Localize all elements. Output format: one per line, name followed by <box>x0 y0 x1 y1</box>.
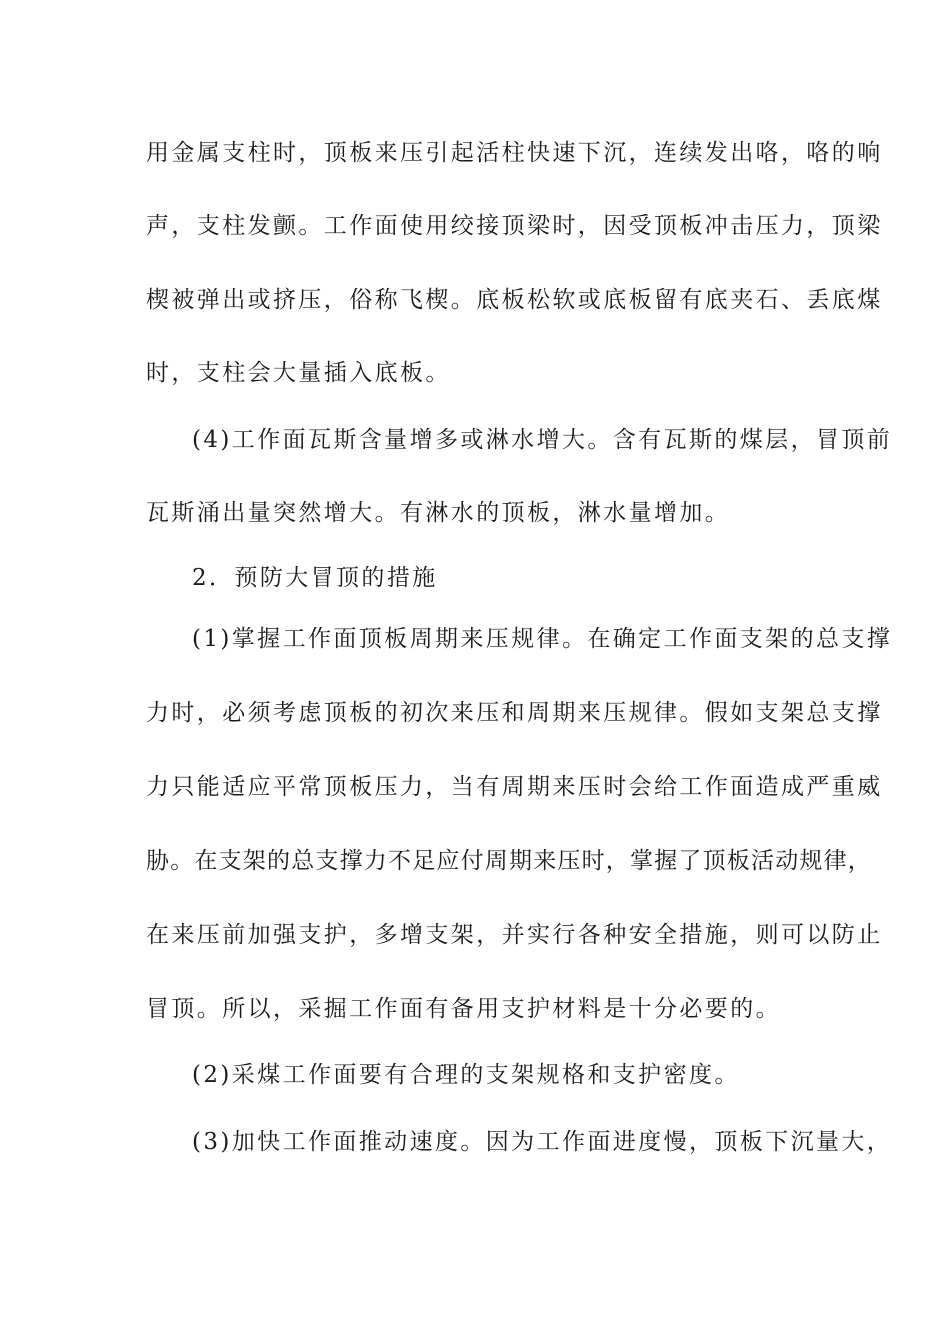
paragraph-line: (2)采煤工作面要有合理的支架规格和支护密度。 <box>192 1062 740 1088</box>
paragraph-line: (4)工作面瓦斯含量增多或淋水增大。含有瓦斯的煤层，冒顶前 <box>192 427 893 453</box>
section-heading: 2．预防大冒顶的措施 <box>192 565 438 591</box>
paragraph-line: (3)加快工作面推动速度。因为工作面进度慢，顶板下沉量大， <box>192 1129 893 1155</box>
paragraph-line: 冒顶。所以，采掘工作面有备用支护材料是十分必要的。 <box>146 996 781 1022</box>
paragraph-line: 楔被弹出或挤压，俗称飞楔。底板松软或底板留有底夹石、丢底煤 <box>146 287 883 313</box>
paragraph-line: 时，支柱会大量插入底板。 <box>146 360 451 386</box>
paragraph-line: 胁。在支架的总支撑力不足应付周期来压时，掌握了顶板活动规律， <box>146 848 872 874</box>
paragraph-line: 声，支柱发颤。工作面使用绞接顶梁时，因受顶板冲击压力，顶梁 <box>146 213 883 239</box>
paragraph-line: 力只能适应平常顶板压力，当有周期来压时会给工作面造成严重威 <box>146 774 883 800</box>
paragraph-line: 用金属支柱时，顶板来压引起活柱快速下沉，连续发出咯，咯的响 <box>146 140 883 166</box>
paragraph-line: 瓦斯涌出量突然增大。有淋水的顶板，淋水量增加。 <box>146 500 731 526</box>
paragraph-line: 力时，必须考虑顶板的初次来压和周期来压规律。假如支架总支撑 <box>146 700 883 726</box>
paragraph-line: (1)掌握工作面顶板周期来压规律。在确定工作面支架的总支撑 <box>192 626 893 652</box>
paragraph-line: 在来压前加强支护，多增支架，并实行各种安全措施，则可以防止 <box>146 922 883 948</box>
